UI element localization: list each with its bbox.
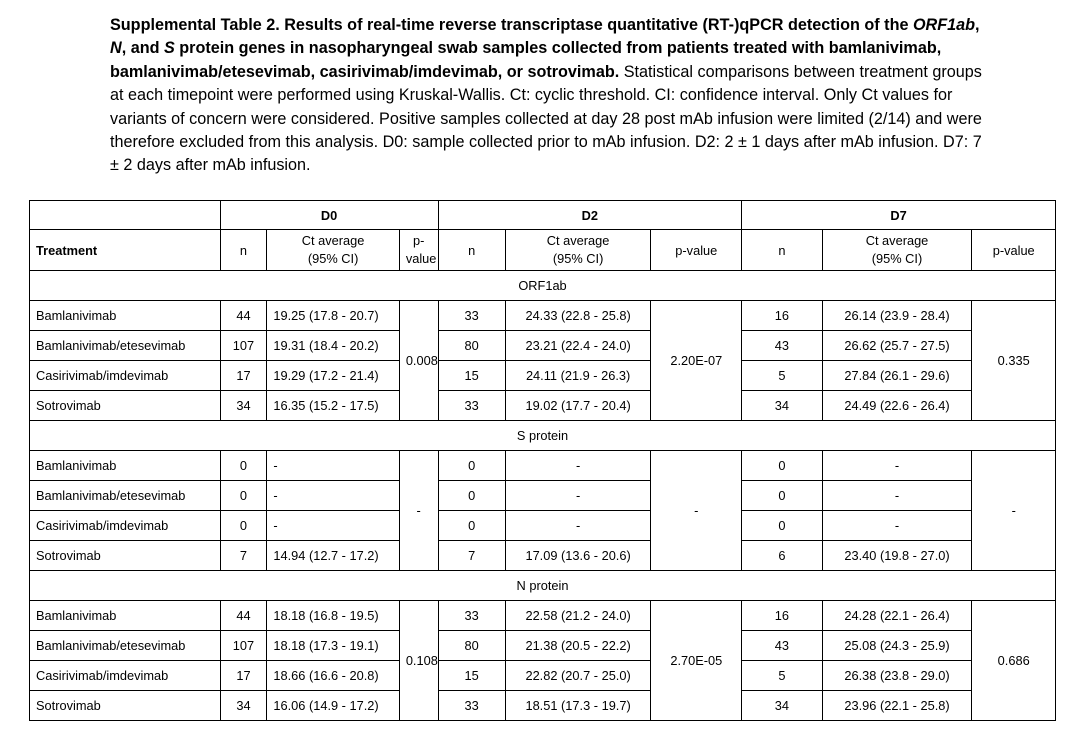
d2-ct-cell: - (505, 451, 651, 481)
caption-gene-s: S (163, 39, 175, 58)
table-row (30, 391, 1056, 421)
d7-p-value-cell: - (972, 451, 1056, 571)
d7-n-cell: 5 (742, 661, 822, 691)
column-header-p-value: p-value (651, 230, 742, 271)
table-row (30, 661, 1056, 691)
section-header-row (30, 271, 1056, 301)
table-row (30, 361, 1056, 391)
caption-gene-n: N (110, 39, 122, 58)
d0-ct-cell: 19.31 (18.4 - 20.2) (267, 331, 399, 361)
d0-ct-cell: 14.94 (12.7 - 17.2) (267, 541, 399, 571)
table-caption (110, 14, 990, 178)
d0-n-cell: 0 (220, 451, 267, 481)
d7-ct-cell: 24.49 (22.6 - 26.4) (822, 391, 972, 421)
d0-p-value-cell: - (399, 451, 438, 571)
d0-ct-cell: 16.35 (15.2 - 17.5) (267, 391, 399, 421)
d7-ct-cell: 26.62 (25.7 - 27.5) (822, 331, 972, 361)
d2-ct-cell: - (505, 511, 651, 541)
ct-header-line2: (95% CI) (871, 251, 923, 266)
header-blank (30, 201, 221, 230)
timepoint-header-d7: D7 (742, 201, 1056, 230)
d7-ct-cell: - (822, 511, 972, 541)
d0-ct-cell: 16.06 (14.9 - 17.2) (267, 691, 399, 721)
d0-n-cell: 17 (220, 361, 267, 391)
d2-n-cell: 0 (438, 451, 505, 481)
treatment-cell: Sotrovimab (30, 691, 221, 721)
d0-n-cell: 0 (220, 511, 267, 541)
d7-ct-cell: 26.38 (23.8 - 29.0) (822, 661, 972, 691)
caption-separator: , (975, 16, 980, 34)
d2-n-cell: 33 (438, 301, 505, 331)
d2-ct-cell: 21.38 (20.5 - 22.2) (505, 631, 651, 661)
d0-ct-cell: 19.25 (17.8 - 20.7) (267, 301, 399, 331)
table-row (30, 691, 1056, 721)
d2-n-cell: 0 (438, 511, 505, 541)
section-label: N protein (30, 571, 1056, 601)
p-header-line2: value (405, 251, 437, 266)
column-header-row (30, 230, 1056, 271)
d2-n-cell: 80 (438, 631, 505, 661)
column-header-ct (267, 230, 399, 271)
d2-p-value-cell: 2.20E-07 (651, 301, 742, 421)
d2-p-value-cell: - (651, 451, 742, 571)
d2-ct-cell: 18.51 (17.3 - 19.7) (505, 691, 651, 721)
treatment-cell: Bamlanivimab/etesevimab (30, 331, 221, 361)
d2-ct-cell: - (505, 481, 651, 511)
column-header-n: n (438, 230, 505, 271)
d0-ct-cell: 18.66 (16.6 - 20.8) (267, 661, 399, 691)
treatment-cell: Bamlanivimab (30, 301, 221, 331)
table-row (30, 481, 1056, 511)
ct-header-line1: Ct average (546, 233, 610, 248)
d7-ct-cell: - (822, 451, 972, 481)
table-row (30, 331, 1056, 361)
d0-n-cell: 17 (220, 661, 267, 691)
caption-bold-tail: protein genes in nasopharyngeal swab samples collected from patients treated with bamlanivimab, bamlanivimab/etesevimab, casirivimab/imdevimab, or sotrovimab. (110, 39, 942, 81)
ct-header-line1: Ct average (865, 233, 929, 248)
d7-ct-cell: 25.08 (24.3 - 25.9) (822, 631, 972, 661)
d0-n-cell: 107 (220, 331, 267, 361)
table-row (30, 511, 1056, 541)
caption-body: Statistical comparisons between treatment groups at each timepoint were performed using Kruskal-Wallis. Ct: cyclic threshold. CI: confidence interval. Only Ct values for variants of concern were considered. Positive samples collected at day 28 post mAb infusion were limited (2/14) and were therefore excluded from this analysis. D0: sample collected prior to mAb infusion. D2: 2 ± 1 days after mAb infusion. D7: 7 ± 2 days after mAb infusion. (110, 62, 982, 175)
results-table (29, 200, 1056, 721)
d2-ct-cell: 22.58 (21.2 - 24.0) (505, 601, 651, 631)
d0-n-cell: 7 (220, 541, 267, 571)
d7-ct-cell: 23.40 (19.8 - 27.0) (822, 541, 972, 571)
d7-ct-cell: 26.14 (23.9 - 28.4) (822, 301, 972, 331)
caption-bold-lead: Supplemental Table 2. Results of real-time reverse transcriptase quantitative (RT-)qPCR detection of the (110, 16, 913, 34)
d0-ct-cell: - (267, 511, 399, 541)
d7-n-cell: 34 (742, 691, 822, 721)
section-label: ORF1ab (30, 271, 1056, 301)
d7-n-cell: 16 (742, 601, 822, 631)
d0-n-cell: 0 (220, 481, 267, 511)
table-row (30, 541, 1056, 571)
d0-ct-cell: 18.18 (17.3 - 19.1) (267, 631, 399, 661)
d0-ct-cell: - (267, 481, 399, 511)
d7-n-cell: 43 (742, 331, 822, 361)
treatment-cell: Bamlanivimab (30, 451, 221, 481)
d7-n-cell: 0 (742, 481, 822, 511)
section-header-row (30, 571, 1056, 601)
d2-n-cell: 15 (438, 661, 505, 691)
column-header-n: n (220, 230, 267, 271)
d2-ct-cell: 17.09 (13.6 - 20.6) (505, 541, 651, 571)
caption-gene-orf1ab: ORF1ab (912, 16, 976, 34)
d2-p-value-cell: 2.70E-05 (651, 601, 742, 721)
d7-ct-cell: - (822, 481, 972, 511)
treatment-cell: Sotrovimab (30, 391, 221, 421)
column-header-treatment: Treatment (30, 230, 221, 271)
d0-n-cell: 44 (220, 601, 267, 631)
d7-p-value-cell: 0.686 (972, 601, 1056, 721)
treatment-cell: Casirivimab/imdevimab (30, 661, 221, 691)
d0-ct-cell: 18.18 (16.8 - 19.5) (267, 601, 399, 631)
table-row (30, 631, 1056, 661)
d7-n-cell: 16 (742, 301, 822, 331)
treatment-cell: Casirivimab/imdevimab (30, 511, 221, 541)
timepoint-header-d0: D0 (220, 201, 438, 230)
d7-n-cell: 0 (742, 511, 822, 541)
ct-header-line1: Ct average (301, 233, 365, 248)
treatment-cell: Bamlanivimab/etesevimab (30, 481, 221, 511)
d2-n-cell: 33 (438, 601, 505, 631)
d7-n-cell: 6 (742, 541, 822, 571)
section-label: S protein (30, 421, 1056, 451)
ct-header-line2: (95% CI) (307, 251, 359, 266)
d2-ct-cell: 24.11 (21.9 - 26.3) (505, 361, 651, 391)
d7-ct-cell: 24.28 (22.1 - 26.4) (822, 601, 972, 631)
column-header-p-value (399, 230, 438, 271)
d0-ct-cell: - (267, 451, 399, 481)
treatment-cell: Bamlanivimab (30, 601, 221, 631)
d2-ct-cell: 22.82 (20.7 - 25.0) (505, 661, 651, 691)
timepoint-header-d2: D2 (438, 201, 742, 230)
column-header-n: n (742, 230, 822, 271)
d7-p-value-cell: 0.335 (972, 301, 1056, 421)
d7-n-cell: 0 (742, 451, 822, 481)
treatment-cell: Casirivimab/imdevimab (30, 361, 221, 391)
d7-ct-cell: 23.96 (22.1 - 25.8) (822, 691, 972, 721)
d7-n-cell: 43 (742, 631, 822, 661)
d2-ct-cell: 19.02 (17.7 - 20.4) (505, 391, 651, 421)
column-header-ct (822, 230, 972, 271)
d2-n-cell: 80 (438, 331, 505, 361)
column-header-p-value: p-value (972, 230, 1056, 271)
d0-n-cell: 44 (220, 301, 267, 331)
d7-ct-cell: 27.84 (26.1 - 29.6) (822, 361, 972, 391)
d0-n-cell: 107 (220, 631, 267, 661)
d2-n-cell: 15 (438, 361, 505, 391)
d2-ct-cell: 23.21 (22.4 - 24.0) (505, 331, 651, 361)
table-row (30, 301, 1056, 331)
d2-n-cell: 33 (438, 691, 505, 721)
ct-header-line2: (95% CI) (552, 251, 604, 266)
d0-ct-cell: 19.29 (17.2 - 21.4) (267, 361, 399, 391)
caption-separator: , and (121, 39, 164, 58)
treatment-cell: Sotrovimab (30, 541, 221, 571)
column-header-ct (505, 230, 651, 271)
d7-n-cell: 34 (742, 391, 822, 421)
table-row (30, 451, 1056, 481)
table-row (30, 601, 1056, 631)
d2-ct-cell: 24.33 (22.8 - 25.8) (505, 301, 651, 331)
treatment-cell: Bamlanivimab/etesevimab (30, 631, 221, 661)
section-header-row (30, 421, 1056, 451)
d7-n-cell: 5 (742, 361, 822, 391)
d2-n-cell: 7 (438, 541, 505, 571)
d0-n-cell: 34 (220, 391, 267, 421)
d2-n-cell: 33 (438, 391, 505, 421)
timepoint-header-row (30, 201, 1056, 230)
d0-n-cell: 34 (220, 691, 267, 721)
d2-n-cell: 0 (438, 481, 505, 511)
d0-p-value-cell: 0.108 (399, 601, 438, 721)
p-header-line1: p- (412, 233, 425, 248)
d0-p-value-cell: 0.008 (399, 301, 438, 421)
